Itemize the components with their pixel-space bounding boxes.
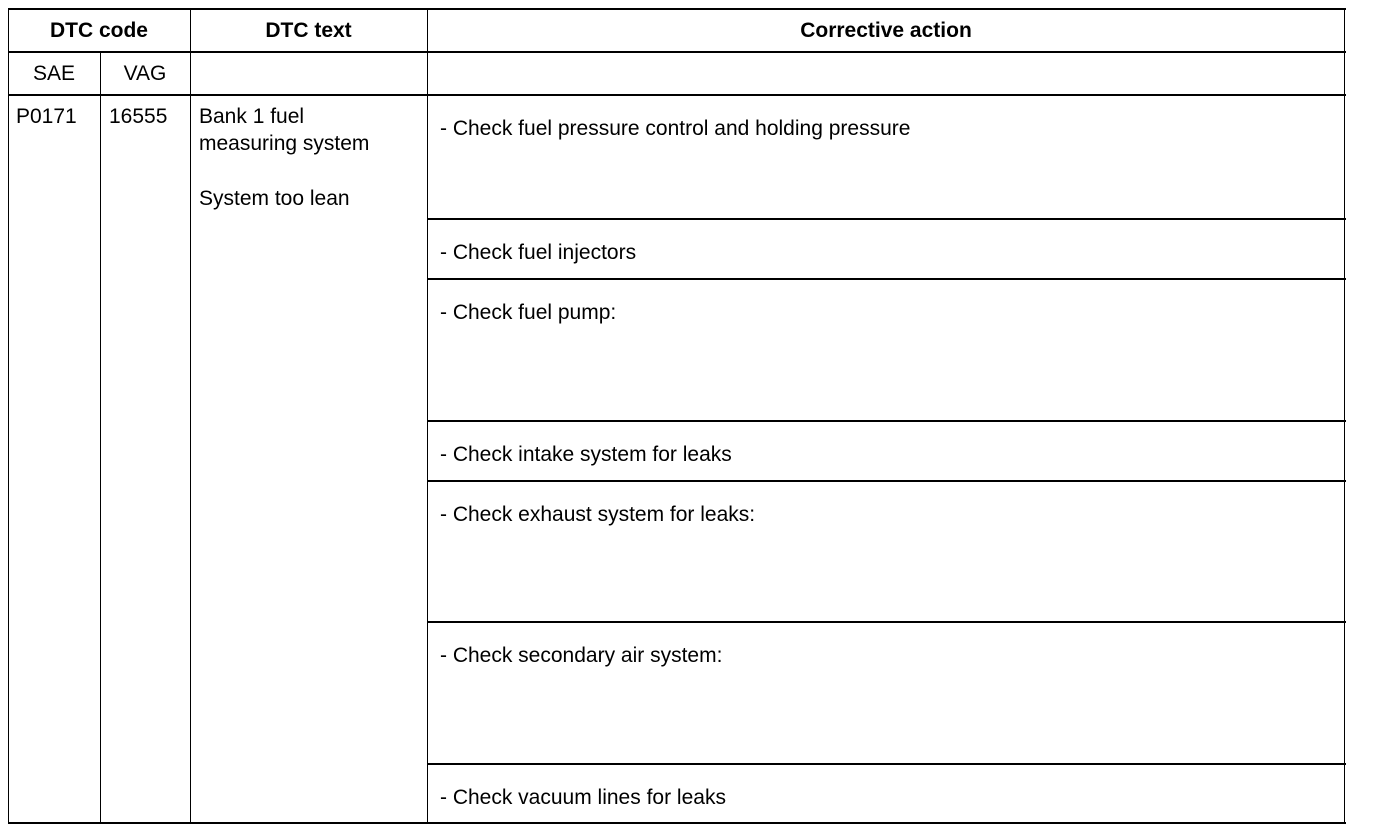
table-border-top — [8, 8, 1346, 10]
action-fuel-injectors: - Check fuel injectors — [440, 241, 637, 264]
action-divider-6 — [428, 763, 1346, 765]
header-dtc-text: DTC text — [265, 19, 352, 42]
code-text-divider — [190, 8, 191, 824]
text-action-divider — [427, 8, 428, 824]
action-divider-1 — [428, 218, 1346, 220]
sae-code: P0171 — [16, 105, 77, 128]
header-dtc-code: DTC code — [49, 19, 148, 42]
vag-code: 16555 — [109, 105, 168, 128]
header-corrective-action: Corrective action — [800, 19, 972, 42]
dtc-text-line-3: System too lean — [199, 187, 350, 210]
action-vacuum-lines: - Check vacuum lines for leaks — [440, 786, 726, 809]
action-divider-3 — [428, 420, 1346, 422]
action-exhaust-leaks: - Check exhaust system for leaks: — [440, 503, 756, 526]
action-divider-2 — [428, 278, 1346, 280]
subheader-divider — [8, 94, 1346, 96]
table-border-bottom — [8, 822, 1346, 824]
action-divider-5 — [428, 621, 1346, 623]
table-border-left — [8, 8, 9, 824]
sae-vag-divider — [100, 52, 101, 824]
action-intake-leaks: - Check intake system for leaks — [440, 443, 732, 466]
subheader-vag: VAG — [123, 62, 167, 85]
table-border-right — [1344, 8, 1345, 824]
action-secondary-air: - Check secondary air system: — [440, 644, 723, 667]
action-fuel-pressure: - Check fuel pressure control and holding pressure — [440, 117, 911, 140]
dtc-text-line-1: Bank 1 fuel — [199, 105, 305, 128]
action-divider-4 — [428, 480, 1346, 482]
action-fuel-pump: - Check fuel pump: — [440, 301, 617, 324]
subheader-sae: SAE — [32, 62, 76, 85]
header-divider — [8, 51, 1346, 53]
dtc-text-line-2: measuring system — [199, 132, 370, 155]
